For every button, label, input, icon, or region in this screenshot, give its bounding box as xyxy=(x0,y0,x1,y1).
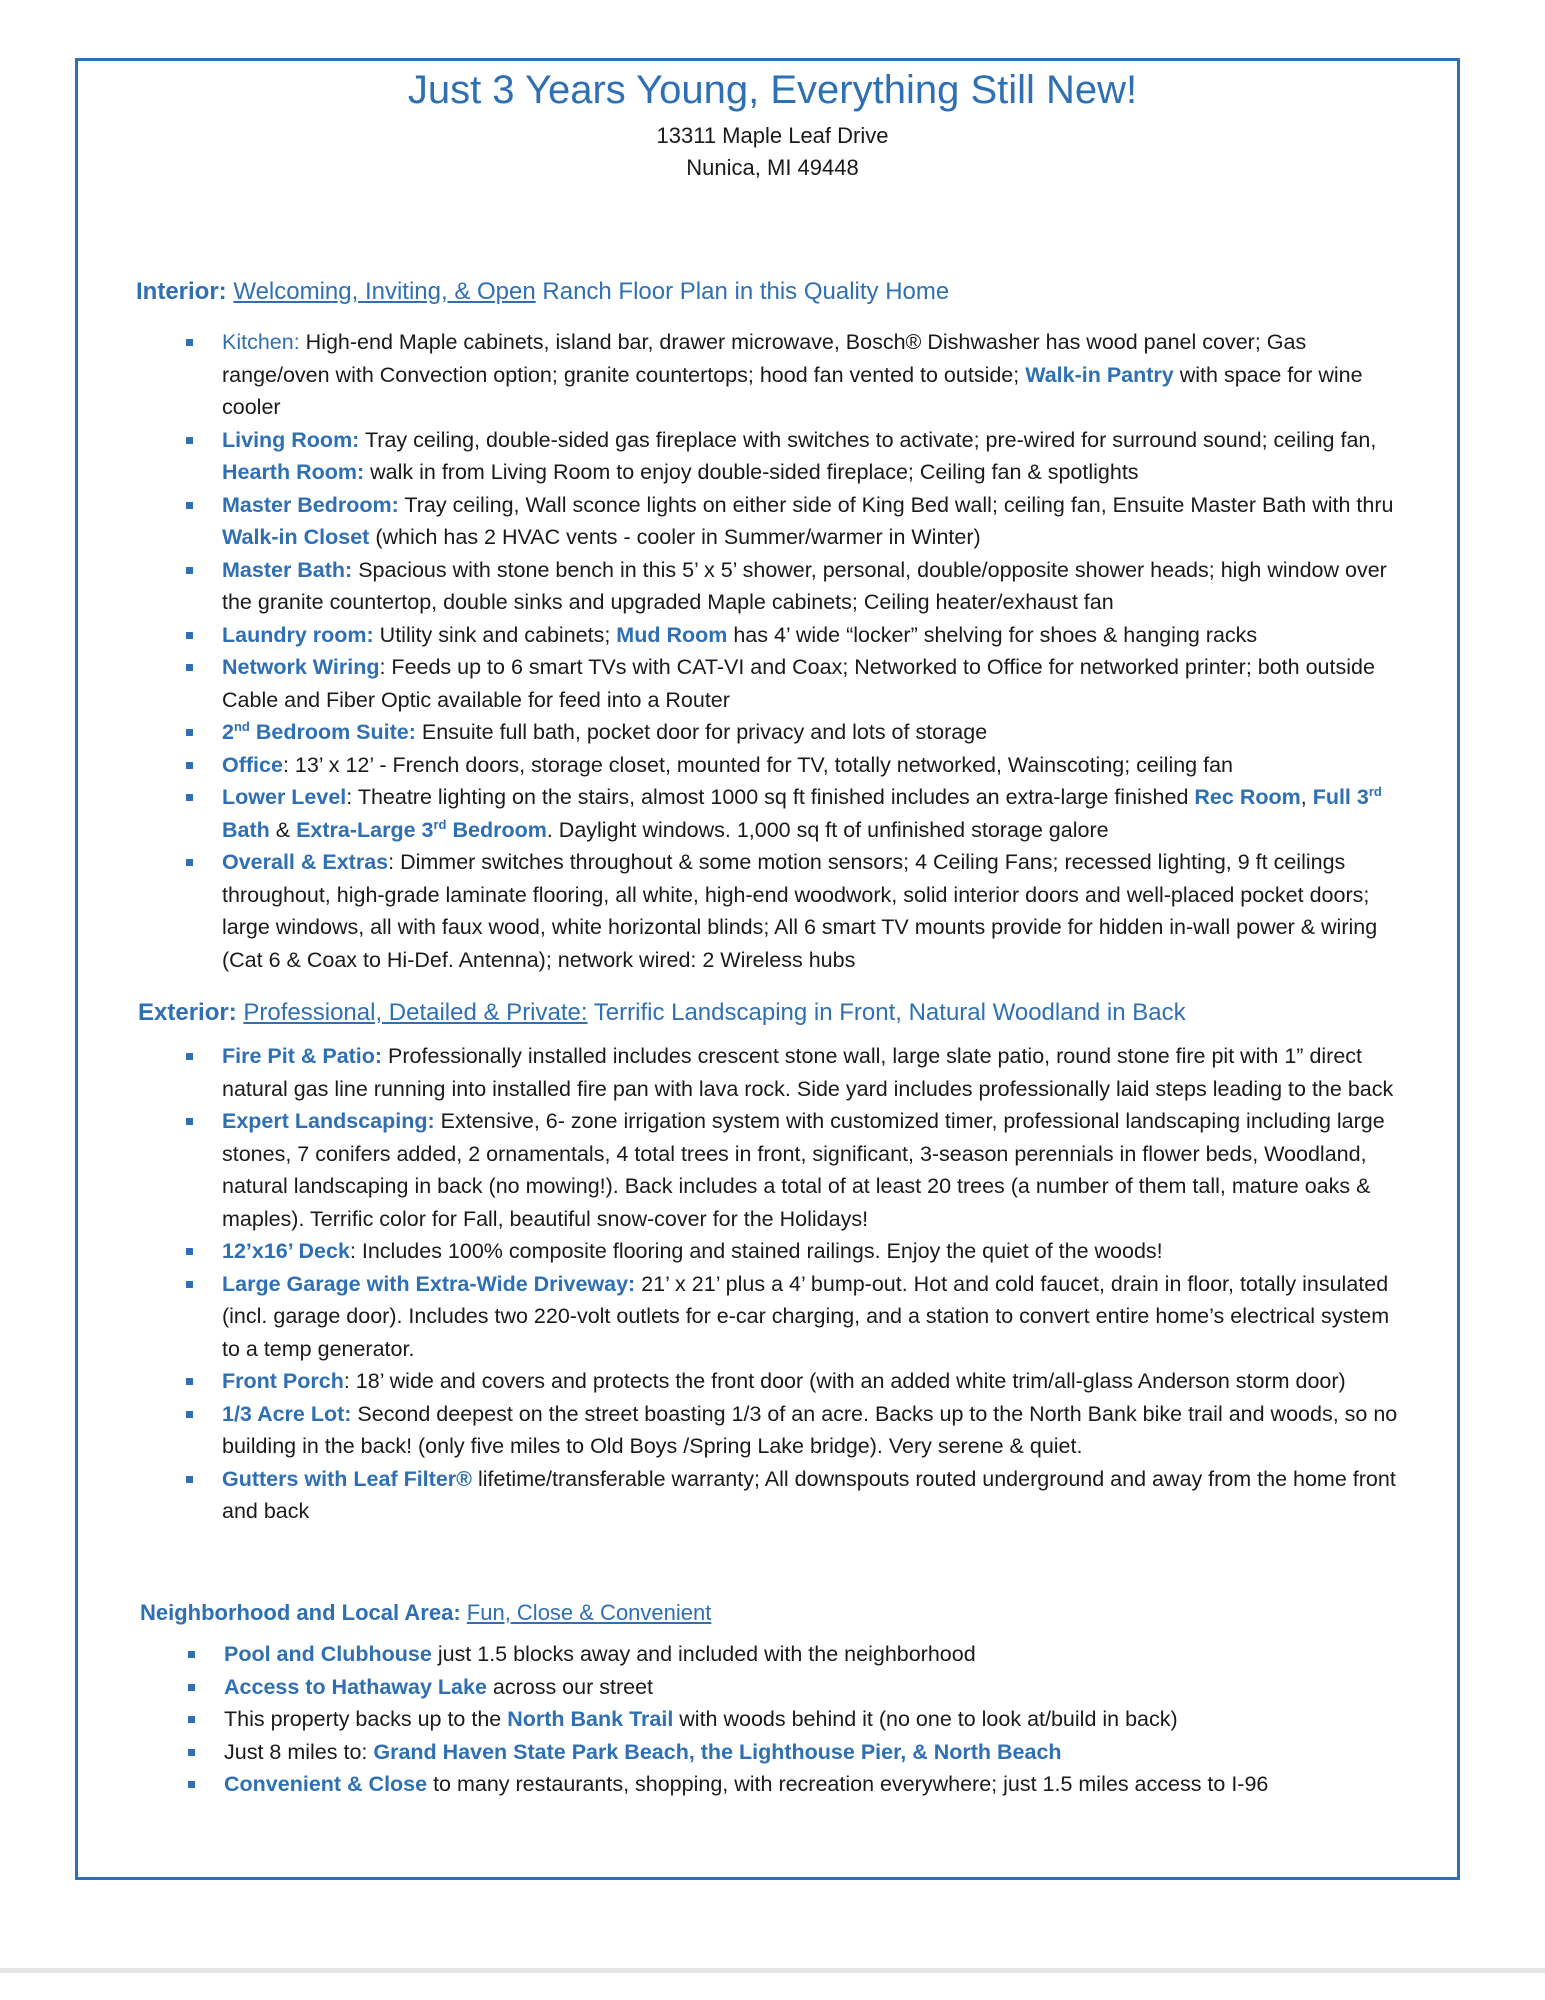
list-item: Laundry room: Utility sink and cabinets; Mud Room has 4’ wide “locker” shelving for shoes & hanging racks xyxy=(178,619,1413,652)
exterior-heading xyxy=(138,997,1186,1029)
neighborhood-heading xyxy=(140,1597,711,1629)
list-item: Overall & Extras: Dimmer switches throughout & some motion sensors; 4 Ceiling Fans; recessed lighting, 9 ft ceilings throughout, high-grade laminate flooring, all white, high-end woodwork, solid interior doors and well-placed pocket doors; large windows, all with faux wood, white horizontal blinds; All 6 smart TV mounts provide for hidden in-wall power & wiring (Cat 6 & Coax to Hi-Def. Antenna); network wired: 2 Wireless hubs xyxy=(178,846,1413,976)
neighborhood-label: Neighborhood and Local Area: xyxy=(140,1600,461,1625)
neighborhood-underlined: Fun, Close & Convenient xyxy=(466,1600,712,1625)
list-item: Just 8 miles to: Grand Haven State Park Beach, the Lighthouse Pier, & North Beach xyxy=(180,1736,1415,1769)
exterior-label: Exterior: xyxy=(138,999,237,1026)
scan-edge xyxy=(0,1968,1545,1973)
interior-list xyxy=(178,326,1413,976)
list-item: Kitchen: High-end Maple cabinets, island bar, drawer microwave, Bosch® Dishwasher has wood panel cover; Gas range/oven with Convection option; granite countertops; hood fan vented to outside; Walk-in Pantry with space for wine cooler xyxy=(178,326,1413,424)
interior-heading xyxy=(136,276,949,308)
list-item: Front Porch: 18’ wide and covers and protects the front door (with an added white trim/all-glass Anderson storm door) xyxy=(178,1365,1413,1398)
address-city: Nunica, MI 49448 xyxy=(686,155,859,180)
neighborhood-list xyxy=(180,1638,1415,1801)
list-item: Lower Level: Theatre lighting on the stairs, almost 1000 sq ft finished includes an extra-large finished Rec Room, Full 3rd Bath & Extra-Large 3rd Bedroom. Daylight windows. 1,000 sq ft of unfinished storage galore xyxy=(178,781,1413,846)
list-item: Fire Pit & Patio: Professionally installed includes crescent stone wall, large slate patio, round stone fire pit with 1” direct natural gas line running into installed fire pan with lava rock. Side yard includes professionally laid steps leading to the back xyxy=(178,1040,1413,1105)
list-item: Expert Landscaping: Extensive, 6- zone irrigation system with customized timer, professional landscaping including large stones, 7 conifers added, 2 ornamentals, 4 total trees in front, significant, 3-season perennials in flower beds, Woodland, natural landscaping in back (no mowing!). Back includes a total of at least 20 trees (a number of them tall, mature oaks & maples). Terrific color for Fall, beautiful snow-cover for the Holidays! xyxy=(178,1105,1413,1235)
address-block xyxy=(0,120,1545,184)
list-item: Master Bedroom: Tray ceiling, Wall sconce lights on either side of King Bed wall; ceiling fan, Ensuite Master Bath with thru Walk-in Closet (which has 2 HVAC vents - cooler in Summer/warmer in Winter) xyxy=(178,489,1413,554)
list-item: Convenient & Close to many restaurants, shopping, with recreation everywhere; just 1.5 miles access to I-96 xyxy=(180,1768,1415,1801)
interior-underlined: Welcoming, Inviting, & Open xyxy=(233,278,536,305)
list-item: 2nd Bedroom Suite: Ensuite full bath, pocket door for privacy and lots of storage xyxy=(178,716,1413,749)
list-item: Large Garage with Extra-Wide Driveway: 21’ x 21’ plus a 4’ bump-out. Hot and cold faucet, drain in floor, totally insulated (incl. garage door). Includes two 220-volt outlets for e-car charging, and a station to convert entire home’s electrical system to a temp generator. xyxy=(178,1268,1413,1366)
list-item: Master Bath: Spacious with stone bench in this 5’ x 5’ shower, personal, double/opposite shower heads; high window over the granite countertop, double sinks and upgraded Maple cabinets; Ceiling heater/exhaust fan xyxy=(178,554,1413,619)
list-item: This property backs up to the North Bank Trail with woods behind it (no one to look at/build in back) xyxy=(180,1703,1415,1736)
exterior-underlined: Professional, Detailed & Private: xyxy=(243,999,588,1026)
address-street: 13311 Maple Leaf Drive xyxy=(656,123,889,148)
list-item: Living Room: Tray ceiling, double-sided gas fireplace with switches to activate; pre-wired for surround sound; ceiling fan, Hearth Room: walk in from Living Room to enjoy double-sided fireplace; Ceiling fan & spotlights xyxy=(178,424,1413,489)
list-item: 12’x16’ Deck: Includes 100% composite flooring and stained railings. Enjoy the quiet of the woods! xyxy=(178,1235,1413,1268)
list-item: Network Wiring: Feeds up to 6 smart TVs with CAT-VI and Coax; Networked to Office for networked printer; both outside Cable and Fiber Optic available for feed into a Router xyxy=(178,651,1413,716)
interior-label: Interior: xyxy=(136,278,227,305)
list-item: Gutters with Leaf Filter® lifetime/transferable warranty; All downspouts routed underground and away from the home front and back xyxy=(178,1463,1413,1528)
list-item: Pool and Clubhouse just 1.5 blocks away and included with the neighborhood xyxy=(180,1638,1415,1671)
list-item: Office: 13’ x 12’ - French doors, storage closet, mounted for TV, totally networked, Wainscoting; ceiling fan xyxy=(178,749,1413,782)
exterior-rest: Terrific Landscaping in Front, Natural Woodland in Back xyxy=(593,999,1186,1026)
list-item: Access to Hathaway Lake across our street xyxy=(180,1671,1415,1704)
interior-rest: Ranch Floor Plan in this Quality Home xyxy=(542,278,950,305)
exterior-list xyxy=(178,1040,1413,1528)
list-item: 1/3 Acre Lot: Second deepest on the street boasting 1/3 of an acre. Backs up to the North Bank bike trail and woods, so no building in the back! (only five miles to Old Boys /Spring Lake bridge). Very serene & quiet. xyxy=(178,1398,1413,1463)
page-title: Just 3 Years Young, Everything Still New! xyxy=(407,68,1138,112)
